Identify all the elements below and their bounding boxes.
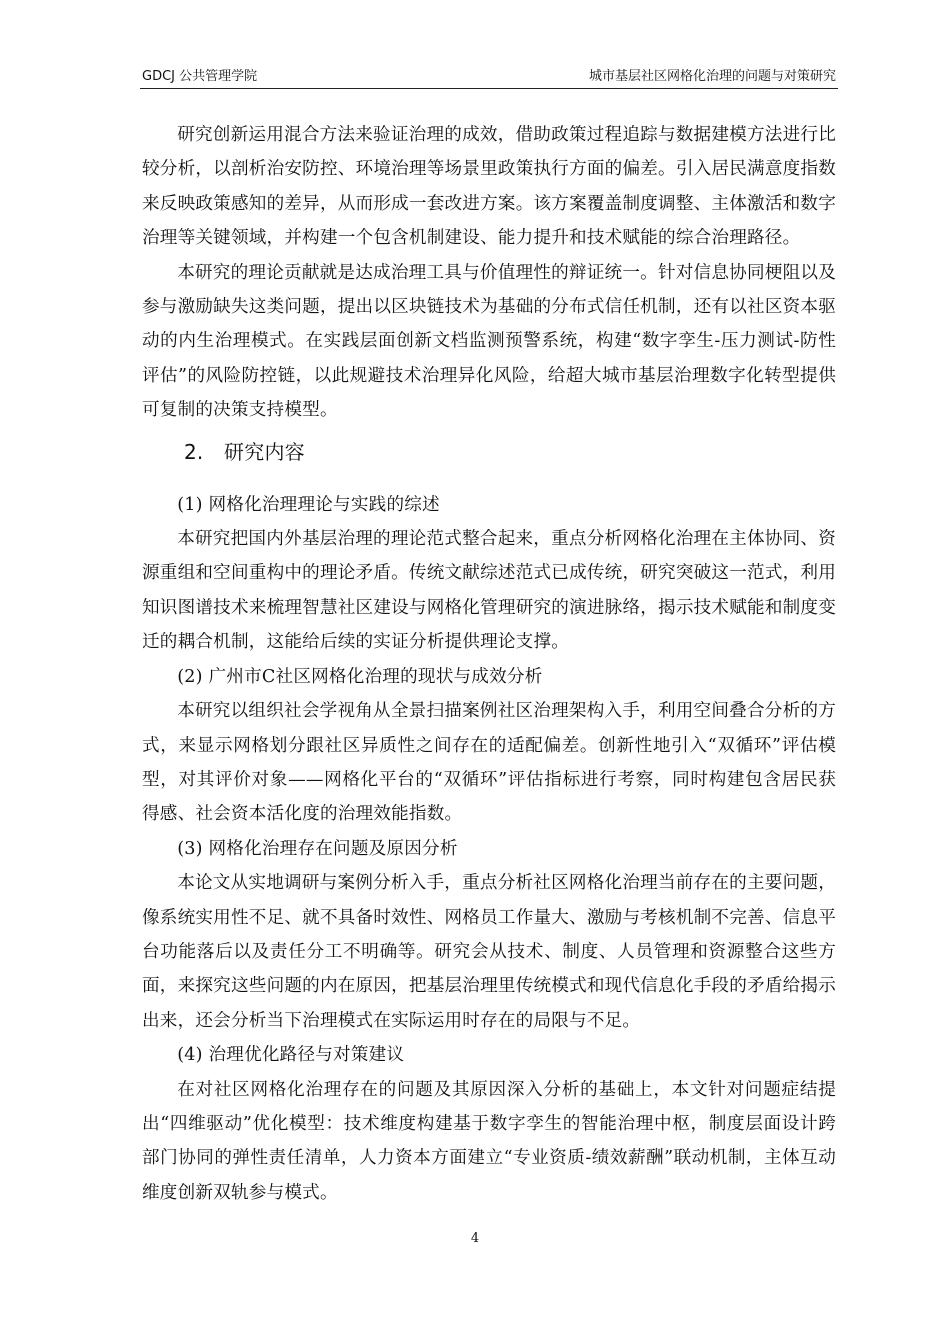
subsection-heading: (3) 网格化治理存在问题及原因分析 xyxy=(177,838,458,859)
running-header xyxy=(142,68,836,86)
subsection-body: 在对社区网格化治理存在的问题及其原因深入分析的基础上，本文针对问题症结提出“四维驱动”优化模型：技术维度构建基于数字孪生的智能治理中枢，制度层面设计跨部门协同的弹性责任清单，人力资本方面建立“专业资质-绩效薪酬”联动机制，主体互动维度创新双轨参与模式。 xyxy=(142,1079,836,1203)
subsection-heading: (2) 广州市C社区网格化治理的现状与成效分析 xyxy=(177,666,543,687)
body-paragraph: 本研究的理论贡献就是达成治理工具与价值理性的辩证统一。针对信息协同梗阻以及参与激励缺失这类问题，提出以区块链技术为基础的分布式信任机制，还有以社区资本驱动的内生治理模式。在实践层面创新文档监测预警系统，构建“数字孪生-压力测试-防性评估”的风险防控链，以此规避技术治理异化风险，给超大城市基层治理数字化转型提供可复制的决策支持模型。 xyxy=(142,262,836,421)
subsection-heading: (4) 治理优化路径与对策建议 xyxy=(177,1045,405,1066)
header-thesis-title: 城市基层社区网格化治理的问题与对策研究 xyxy=(588,69,836,84)
subsection-body: 本研究把国内外基层治理的理论范式整合起来，重点分析网格化治理在主体协同、资源重组和空间重构中的理论矛盾。传统文献综述范式已成传统，研究突破这一范式，利用知识图谱技术来梳理智慧社区建设与网格化管理研究的演进脉络，揭示技术赋能和制度变迁的耦合机制，这能给后续的实证分析提供理论支撑。 xyxy=(142,529,836,653)
subsection-heading: (1) 网格化治理理论与实践的综述 xyxy=(177,494,440,515)
body-paragraph: 研究创新运用混合方法来验证治理的成效，借助政策过程追踪与数据建模方法进行比较分析，以剖析治安防控、环境治理等场景里政策执行方面的偏差。引入居民满意度指数来反映政策感知的差异，从而形成一套改进方案。该方案覆盖制度调整、主体激活和数字治理等关键领域，并构建一个包含机制建设、能力提升和技术赋能的综合治理路径。 xyxy=(142,125,836,249)
page-body xyxy=(142,118,836,1210)
subsection-body: 本论文从实地调研与案例分析入手，重点分析社区网格化治理当前存在的主要问题，像系统实用性不足、就不具备时效性、网格员工作量大、激励与考核机制不完善、信息平台功能落后以及责任分工不明确等。研究会从技术、制度、人员管理和资源整合这些方面，来探究这些问题的内在原因，把基层治理里传统模式和现代信息化手段的矛盾给揭示出来，还会分析当下治理模式在实际运用时存在的局限与不足。 xyxy=(142,873,836,1031)
page-number: 4 xyxy=(470,1231,480,1246)
header-divider xyxy=(140,88,838,89)
header-institution: GDCJ 公共管理学院 xyxy=(142,69,258,84)
section-title: 研究内容 xyxy=(224,439,305,464)
section-number: 2. xyxy=(184,439,204,464)
subsection-body: 本研究以组织社会学视角从全景扫描案例社区治理架构入手，利用空间叠合分析的方式，来显示网格划分跟社区异质性之间存在的适配偏差。创新性地引入“双循环”评估模型，对其评价对象——网格化平台的“双循环”评估指标进行考察，同时构建包含居民获得感、社会资本活化度的治理效能指数。 xyxy=(142,701,836,825)
section-heading xyxy=(142,434,836,470)
